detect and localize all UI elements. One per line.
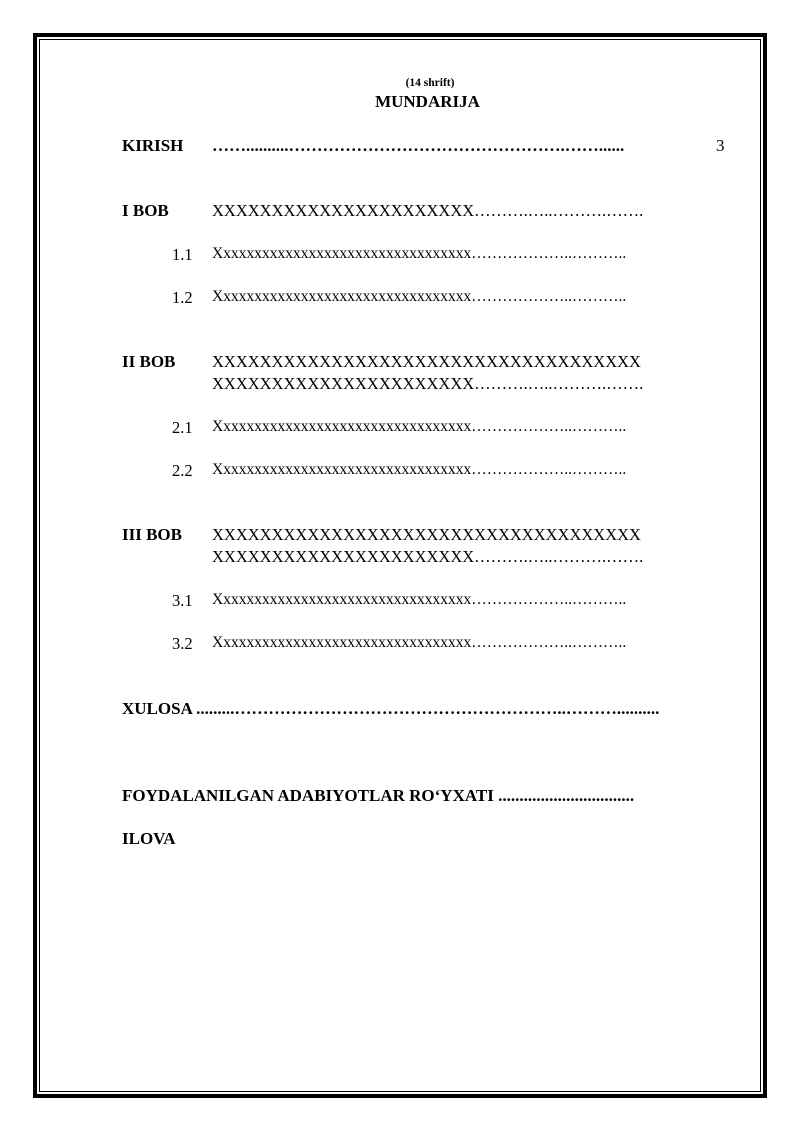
toc-chapter-2-title-line1: XXXXXXXXXXXXXXXXXXXXXXXXXXXXXXXXXXXX: [212, 352, 641, 371]
toc-section-3-1-number: 3.1: [172, 591, 193, 610]
toc-xulosa: XULOSA .........…………………………………………………..………..........: [122, 699, 660, 718]
toc-section-2-1-title: Xxxxxxxxxxxxxxxxxxxxxxxxxxxxxxxxx………………..………..: [212, 418, 627, 435]
toc-chapter-3-title-line2: XXXXXXXXXXXXXXXXXXXXXX……….…..……….…….: [212, 547, 644, 566]
toc-section-2-1-number: 2.1: [172, 418, 193, 437]
toc-section-3-1-title: Xxxxxxxxxxxxxxxxxxxxxxxxxxxxxxxxx………………..………..: [212, 591, 627, 608]
toc-chapter-2-label: II BOB: [122, 352, 176, 371]
font-size-note: (14 shrift): [405, 77, 455, 89]
page-title: MUNDARIJA: [375, 92, 480, 111]
toc-section-1-2-title: Xxxxxxxxxxxxxxxxxxxxxxxxxxxxxxxxx………………..………..: [212, 288, 627, 305]
toc-section-3-2-number: 3.2: [172, 634, 193, 653]
toc-section-1-1-title: Xxxxxxxxxxxxxxxxxxxxxxxxxxxxxxxxx………………..………..: [212, 245, 627, 262]
toc-kirish-page-number: 3: [716, 136, 725, 155]
toc-chapter-1-label: I BOB: [122, 201, 169, 220]
toc-references: FOYDALANILGAN ADABIYOTLAR RO‘YXATI ................................: [122, 786, 635, 805]
toc-ilova: ILOVA: [122, 829, 176, 848]
toc-chapter-1-title: XXXXXXXXXXXXXXXXXXXXXX……….…..……….…….: [212, 201, 644, 220]
toc-section-2-2-number: 2.2: [172, 461, 193, 480]
toc-section-2-2-title: Xxxxxxxxxxxxxxxxxxxxxxxxxxxxxxxxx………………..………..: [212, 461, 627, 478]
toc-section-1-1-number: 1.1: [172, 245, 193, 264]
toc-section-1-2-number: 1.2: [172, 288, 193, 307]
toc-section-3-2-title: Xxxxxxxxxxxxxxxxxxxxxxxxxxxxxxxxx………………..………..: [212, 634, 627, 651]
toc-chapter-3-label: III BOB: [122, 525, 182, 544]
toc-kirish-label: KIRISH: [122, 136, 184, 155]
toc-chapter-2-title-line2: XXXXXXXXXXXXXXXXXXXXXX……….…..……….…….: [212, 374, 644, 393]
toc-chapter-3-title-line1: XXXXXXXXXXXXXXXXXXXXXXXXXXXXXXXXXXXX: [212, 525, 641, 544]
toc-kirish-leader: ……..........………………………………………….……......: [212, 136, 625, 155]
